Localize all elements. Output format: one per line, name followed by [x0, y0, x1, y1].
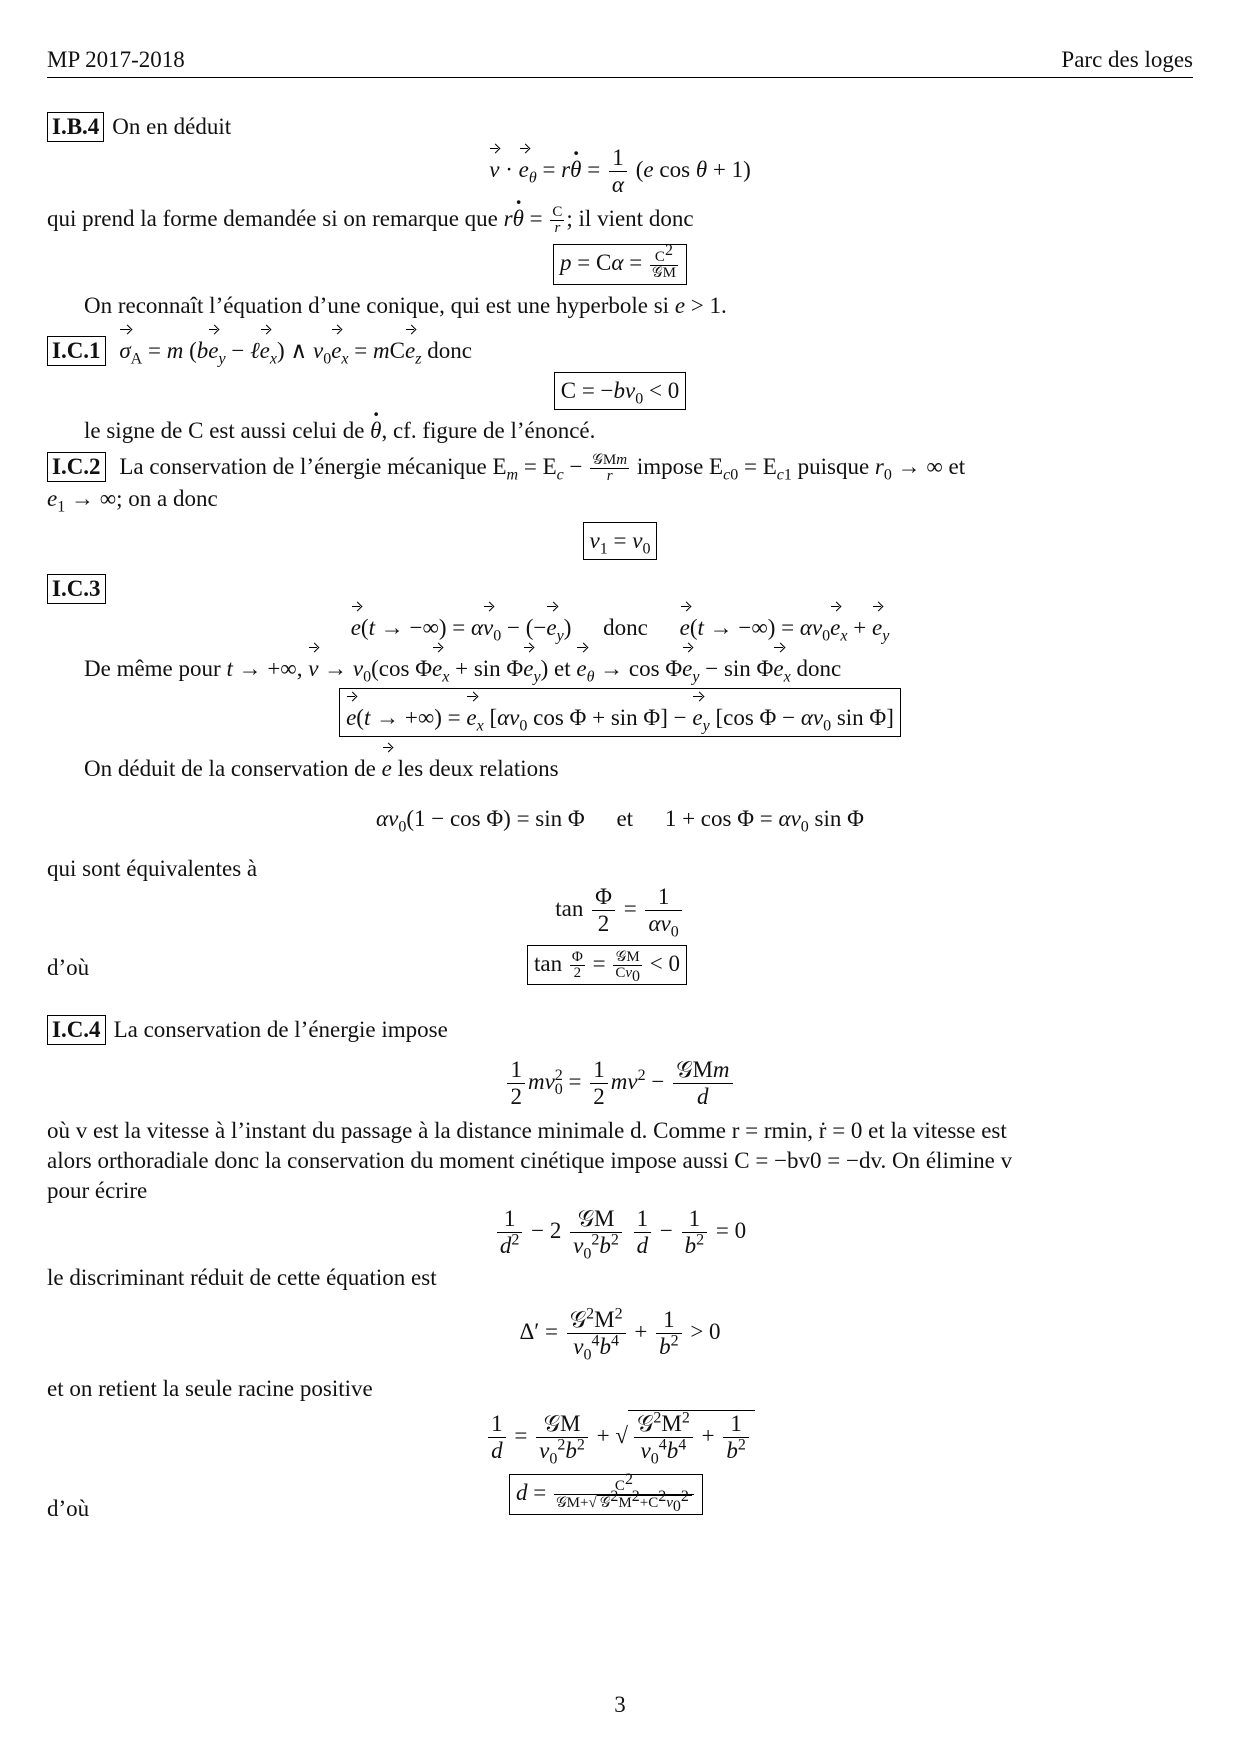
ic2-text1: La conservation de l’énergie mécanique — [119, 453, 487, 479]
ic1-sign-end: , cf. figure de l’énoncé. — [381, 417, 596, 443]
ib4-heading-line — [47, 112, 1193, 142]
ic4-root: et on retient la seule racine positive — [47, 1375, 373, 1401]
ic4-para2: alors orthoradiale donc la conservation du moment cinétique impose aussi C = −bv0 = −dv. On élimine v — [47, 1147, 1013, 1173]
eq-e-plus-infinity: e(t → +∞) = $e_x$ [$\alpha v_0$ $\cos \Phi + \sin \Phi] - e_y$ [cos $\Phi - \alpha v_0$ sin Φ] — [47, 688, 1193, 737]
ic2-text2: ; on a donc — [116, 485, 218, 511]
label-ic2: I.C.2 — [47, 452, 106, 482]
ib4-intro: On en déduit — [112, 114, 232, 139]
ic4-heading-line — [47, 1015, 1193, 1045]
eq-quadratic: $\frac{1}{d^2}$ − 2 $\frac{\text{𝒢M}}{v_0^2b^2}$ $\frac{1}{d}$ − $\frac{1}{b^2}$ = 0 — [47, 1206, 1193, 1259]
label-ic1: I.C.1 — [47, 336, 106, 366]
label-ib4: I.B.4 — [47, 112, 104, 142]
ic2-et: et — [948, 453, 966, 479]
ib4-remark-end: ; il vient donc — [566, 206, 694, 232]
ic1-sign-line: le signe de C est aussi celui de · θ, cf. figure de l’énoncé. — [47, 416, 1193, 446]
ic3-deduit-end: les deux relations — [397, 755, 559, 781]
eq-tan-result: tan $\frac{\Phi}{2}$ = 𝒢M $Cv_0$ < 0 — [527, 945, 687, 985]
ic3-et: et — [553, 655, 571, 681]
ic2-line2: $e_1$ → ∞; on a donc — [47, 485, 218, 516]
page-content — [47, 112, 1193, 1524]
eq-tan-half-phi: tan $\frac{\Phi}{2}$ = $\frac{1}{\alpha v_0}$ — [47, 884, 1193, 937]
ic2-line1: I.C.2 La conservation de l’énergie mécanique $E_m = E_c$ − 𝒢Mm r impose $E_{c0} = E_{c1}$ puisque $r_0$ → ∞ et — [47, 452, 1193, 484]
eq-root: $\frac{1}{d}$ = $\frac{\text{𝒢M}}{v_0^2b^2}$ + √ $\frac{𝒢^2M^2}{v_0^4b^4}$ + $\frac{1}{b^2}$ — [47, 1410, 1193, 1464]
ic4-para3: pour écrire — [47, 1177, 148, 1203]
eq-discriminant: Δ′ = $\frac{𝒢^2M^2}{v_0^4b^4}$ + $\frac{1}{b^2}$ > 0 — [519, 1305, 721, 1364]
ic3-de-meme-line: De même pour t → +∞, $v \to v_0(\cos$ $\Phi e_x + \sin \Phi e_y$) et $e_\theta \to \cos \Phi e_y - \sin \Phi e_x$ donc — [47, 643, 1193, 684]
eq-energy: $\frac{1}{2}$ $mv^2_0$ = $\frac{1}{2}$ $mv^2$ − $\frac{\text{𝒢Mm}}{d}$ — [47, 1057, 1193, 1110]
ic3-equiv: qui sont équivalentes à — [47, 855, 258, 881]
label-ic4: I.C.4 — [47, 1015, 106, 1045]
ic3-de-meme: De même pour — [84, 655, 221, 681]
page-number: 3 — [614, 1692, 626, 1717]
eq-v1-result: $v_1 = v_0$ — [47, 522, 1193, 560]
ic3-donc: donc — [603, 614, 648, 640]
ic1-line: I.C.1 $\sigma_A = m$ ($be_y$ − ℓe$_x$) ∧ $v_0e_x = mCe_z$ donc — [47, 325, 1193, 366]
header-course: MP 2017-2018 — [47, 47, 185, 72]
ic3-heading-line — [47, 574, 1193, 604]
ic3-et2: et — [616, 805, 634, 831]
ic4-discr: le discriminant réduit de cette équation est — [47, 1264, 437, 1290]
eq-c-result: $C = -bv_0 < 0$ — [47, 372, 1193, 410]
ib4-remark: qui prend la forme demandée si on remarque que — [47, 206, 498, 232]
ic4-intro: La conservation de l’énergie impose — [113, 1016, 448, 1042]
eq-d-result: d = $C^2$ 𝒢M+√ $𝒢^2M^2+C^2v_0^2$ — [509, 1474, 703, 1515]
ic1-donc: donc — [427, 337, 472, 363]
ic3-equiv-line — [47, 854, 1193, 884]
header-school: Parc des loges — [1061, 47, 1193, 72]
ic3-deduit-line: On déduit de la conservation de e les deux relations — [47, 743, 1193, 784]
ic2-puisque: puisque — [797, 453, 870, 479]
ic1-sign: le signe de C est aussi celui de — [84, 417, 365, 443]
ic3-deduit: On déduit de la conservation de — [84, 755, 376, 781]
eq-e-minus-infinity: e(t → −∞) = $\alpha v_0 - (-e_y)$ donc e(t → −∞) = $\alpha v_0e_x + e_y$ — [47, 602, 1193, 643]
ic4-dou: d’où — [47, 1495, 90, 1521]
eq-p-result: p = Cα = $C^2$ 𝒢M — [47, 244, 1193, 284]
page-header — [47, 46, 1193, 78]
eq-v-etheta: $v \cdot e_\theta = r\cdot \theta$ = $\frac{1}{\alpha}$ (e cos θ + 1) — [47, 144, 1193, 198]
ic3-donc2: donc — [796, 655, 842, 681]
ic4-discr-line — [47, 1263, 1193, 1293]
eq-two-relations: $\alpha v_0(1 - \cos \Phi) = \sin \Phi$ et $1 + \cos \Phi = \alpha v_0$ sin Φ — [376, 805, 864, 836]
ic4-para1: où v est la vitesse à l’instant du passage à la distance minimale d. Comme r = rmin, ṙ = 0 et la vitesse est — [47, 1117, 1007, 1143]
ic3-dou: d’où — [47, 954, 90, 980]
ic2-impose: impose — [636, 453, 704, 479]
ic4-dou-line — [47, 1470, 1193, 1524]
ic3-dou-line — [47, 949, 1193, 986]
ic4-root-line — [47, 1374, 1193, 1404]
ib4-conic-line: On reconnaît l’équation d’une conique, qui est une hyperbole si e > 1. — [84, 292, 727, 318]
label-ic3: I.C.3 — [47, 574, 106, 604]
ib4-remark-line: qui prend la forme demandée si on remarque que r· θ = $\frac{C}{r}$ ; il vient donc — [47, 204, 1193, 236]
ib4-conic: On reconnaît l’équation d’une conique, qui est une hyperbole si — [84, 292, 670, 318]
